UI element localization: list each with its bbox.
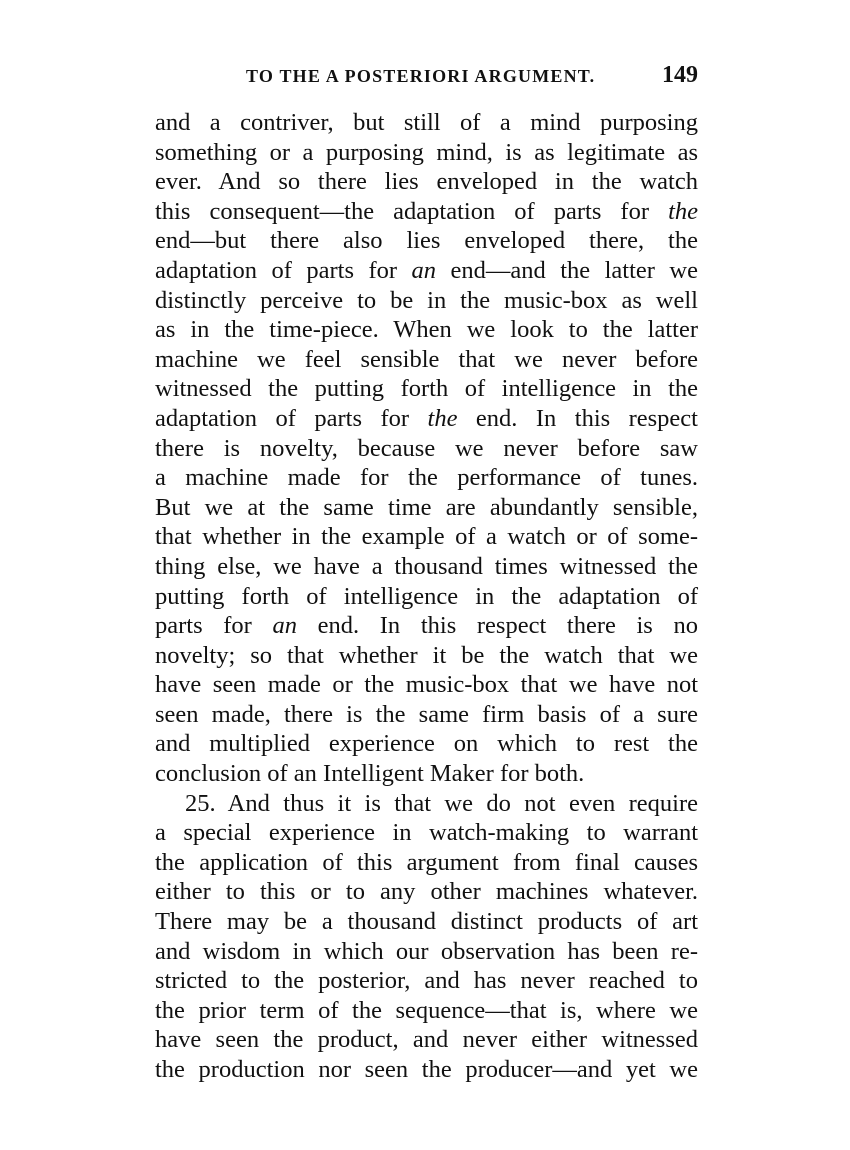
- text-line: witnessed the putting forth of intelligence in the: [155, 375, 698, 403]
- text-line: machine we feel sensible that we never before: [155, 345, 698, 373]
- text-line: there is novelty, because we never before saw: [155, 434, 698, 462]
- running-title: TO THE A POSTERIORI ARGUMENT.: [246, 66, 596, 86]
- text-run: end. In this respect there is no: [296, 612, 698, 640]
- text-line: thing else, we have a thousand times witnessed the: [155, 552, 698, 580]
- text-line: have seen the product, and never either witnessed: [155, 1026, 698, 1054]
- italic-word: the: [668, 197, 698, 225]
- text-run: adaptation of parts for: [155, 404, 428, 432]
- text-line: that whether in the example of a watch or of some-: [155, 523, 698, 551]
- italic-word: an: [411, 256, 437, 284]
- text-line: the prior term of the sequence—that is, where we: [155, 996, 698, 1024]
- text-line: and a contriver, but still of a mind purposing: [155, 109, 698, 136]
- text-line: end—but there also lies enveloped there, the: [155, 227, 698, 255]
- text-run: end. In this respect: [457, 404, 698, 432]
- text-line: seen made, there is the same firm basis of a sure: [155, 700, 698, 728]
- text-line: either to this or to any other machines whatever.: [155, 878, 698, 906]
- text-run: this consequent—the adaptation of parts for: [155, 197, 669, 225]
- text-run: parts for: [155, 612, 273, 640]
- text-line: distinctly perceive to be in the music-box as well: [155, 286, 698, 314]
- text-line: the application of this argument from final causes: [155, 848, 698, 876]
- text-line: [155, 404, 698, 434]
- running-head: [158, 62, 698, 92]
- text-line: and wisdom in which our observation has been re-: [155, 937, 698, 965]
- text-line: There may be a thousand distinct products of art: [155, 908, 698, 936]
- text-line: a machine made for the performance of tunes.: [155, 464, 698, 492]
- italic-word: an: [272, 612, 297, 640]
- text-run: adaptation of parts for: [155, 256, 412, 284]
- text-line: the production nor seen the producer—and yet we: [155, 1056, 698, 1083]
- text-line: have seen made or the music-box that we have not: [155, 671, 698, 699]
- text-line: conclusion of an Intelligent Maker for both.: [155, 760, 585, 788]
- text-line: stricted to the posterior, and has never reached to: [155, 967, 698, 995]
- text-line: as in the time-piece. When we look to the latter: [155, 316, 698, 344]
- text-line: novelty; so that whether it be the watch that we: [155, 641, 698, 669]
- text-line: putting forth of intelligence in the adaptation of: [155, 582, 698, 610]
- text-line: and multiplied experience on which to rest the: [155, 730, 698, 758]
- text-line: But we at the same time are abundantly sensible,: [155, 493, 698, 521]
- text-line: 25. And thus it is that we do not even require: [185, 789, 698, 817]
- text-line: a special experience in watch-making to warrant: [155, 819, 698, 847]
- body-text: [155, 108, 698, 1085]
- page-number: 149: [662, 62, 698, 88]
- italic-word: the: [427, 404, 458, 432]
- text-line: something or a purposing mind, is as legitimate as: [155, 138, 698, 166]
- text-run: end—and the latter we: [436, 256, 698, 284]
- text-line: [155, 197, 698, 227]
- text-line: [155, 611, 698, 641]
- text-line: ever. And so there lies enveloped in the watch: [155, 168, 698, 196]
- text-line: [155, 256, 698, 286]
